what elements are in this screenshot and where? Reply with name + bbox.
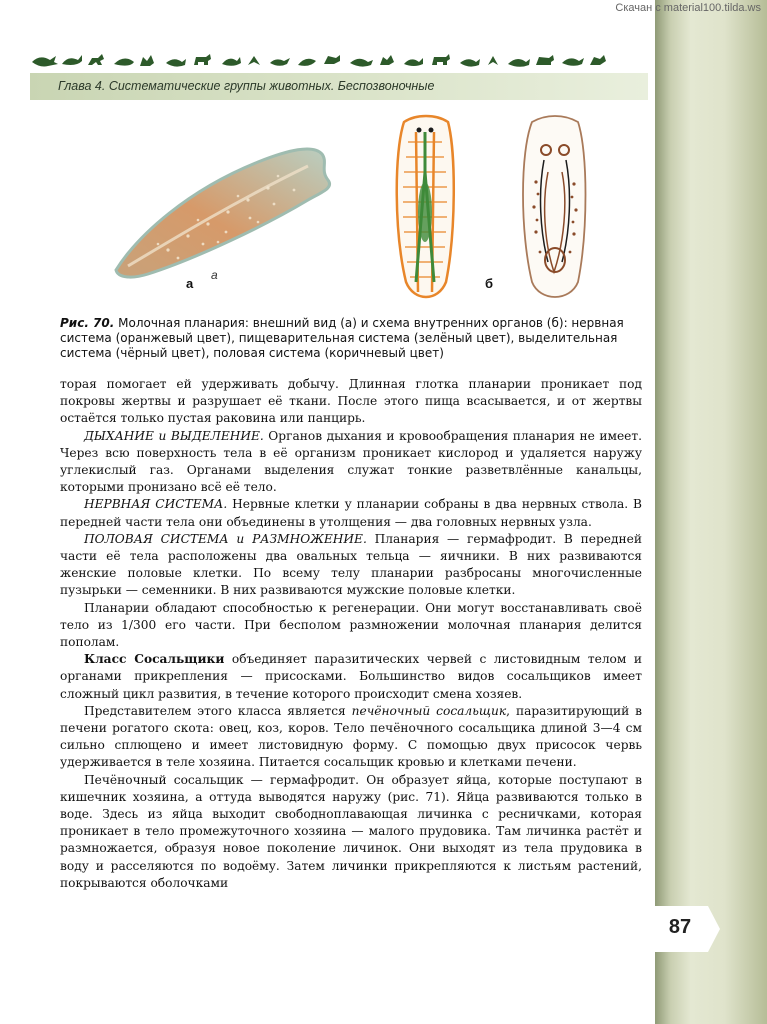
paragraph-nervous-system bbox=[60, 496, 642, 530]
figure-label-a-small: а bbox=[211, 268, 218, 282]
figure-label-a: а bbox=[186, 276, 194, 291]
paragraph-life-cycle: Печёночный сосальщик — гермафродит. Он образует яйца, которые поступают в кишечник хозяина, а оттуда выводятся наружу (рис. 71). Яйца развиваются только в воде. Здесь из яйца выходит свободноплавающая личинка с ресничками, которая проникает в тело промежуточного хозяина — малого прудовика. Там личинка растёт и размножается, образуя новое поколение личинок. Они выходят из тела прудовика в воду и расселяются по водоёму. Затем личинки прикрепляются к листьям растений, покрываются оболочками bbox=[60, 772, 642, 890]
paragraph-text: , паразитирующий в печени рогатого скота: овец, коз, коров. Тело печёночного сосальщика длиной 3—4 см сильно сплющено и имеет листовидную форму. С помощью двух присосок червь удерживается в теле хозяина. Питается сосальщик кровью и клетками печени. bbox=[60, 703, 642, 770]
page-gutter bbox=[655, 0, 767, 1024]
species-name: печёночный сосальщик bbox=[351, 703, 507, 718]
paragraph-text: Планария — гермафродит. В передней части её тела расположены два овальных тельца — яичники. В них развиваются женские половые клетки. По всему телу планарии разбросаны многочисленные пузырьки — семенники. В них развиваются мужские половые клетки. bbox=[60, 531, 642, 598]
main-text bbox=[60, 376, 642, 892]
section-heading: НЕРВНАЯ СИСТЕМА. bbox=[84, 497, 228, 512]
paragraph-flukes-class bbox=[60, 651, 642, 703]
paragraph-text: Представителем этого класса является bbox=[84, 703, 352, 718]
planaria-external-view-illustration bbox=[108, 140, 340, 282]
planaria-nervous-digestive-scheme bbox=[386, 112, 464, 308]
class-name: Класс Сосальщики bbox=[84, 652, 225, 667]
download-watermark: Скачан с material100.tilda.ws bbox=[615, 2, 761, 14]
animal-silhouette-strip-icon bbox=[30, 52, 608, 70]
paragraph-text: объединяет паразитических червей с листовидным телом и органами прикрепления — присосками. Большинство видов сосальщиков имеет сложный цикл развития, в течение которого происходит смена хозяев. bbox=[60, 652, 642, 701]
figure-caption-label: Рис. 70. bbox=[60, 316, 115, 330]
paragraph-liver-fluke bbox=[60, 703, 642, 772]
figure-caption bbox=[60, 316, 646, 361]
paragraph-reproduction bbox=[60, 531, 642, 600]
planaria-excretory-reproductive-scheme bbox=[512, 112, 596, 308]
paragraph-text: Нервные клетки у планарии собраны в два нервных ствола. В передней части тела они объединены в утолщения — два головных нервных узла. bbox=[60, 497, 642, 529]
section-heading: ПОЛОВАЯ СИСТЕМА и РАЗМНОЖЕНИЕ. bbox=[84, 531, 367, 546]
figure-label-b: б bbox=[485, 276, 494, 291]
section-heading: ДЫХАНИЕ и ВЫДЕЛЕНИЕ. bbox=[84, 428, 264, 443]
paragraph-text: Органов дыхания и кровообращения планария не имеет. Через всю поверхность тела в её организм проникает кислород и удаляется наружу углекислый газ. Органами выделения служат тонкие разветвлённые канальцы, которыми пронизано всё её тело. bbox=[60, 428, 643, 495]
paragraph-respiration bbox=[60, 428, 642, 497]
figure-caption-text: Молочная планария: внешний вид (а) и схема внутренних органов (б): нервная система (оранжевый цвет), пищеварительная система (зелёный цвет), выделительная система (чёрный цвет), половая система (коричневый цвет) bbox=[60, 316, 624, 360]
paragraph-regeneration: Планарии обладают способностью к регенерации. Они могут восстанавливать своё тело из 1/300 его части. При бесполом размножении молочная планария делится пополам. bbox=[60, 600, 642, 650]
chapter-title: Глава 4. Систематические группы животных. Беспозвоночные bbox=[58, 79, 435, 93]
paragraph-prey: торая помогает ей удерживать добычу. Длинная глотка планарии проникает под покровы жертвы и разрушает её ткани. После этого пища всасывается, и от жертвы остаётся только пустая раковина или панцирь. bbox=[60, 377, 642, 426]
page-number: 87 bbox=[668, 916, 692, 938]
